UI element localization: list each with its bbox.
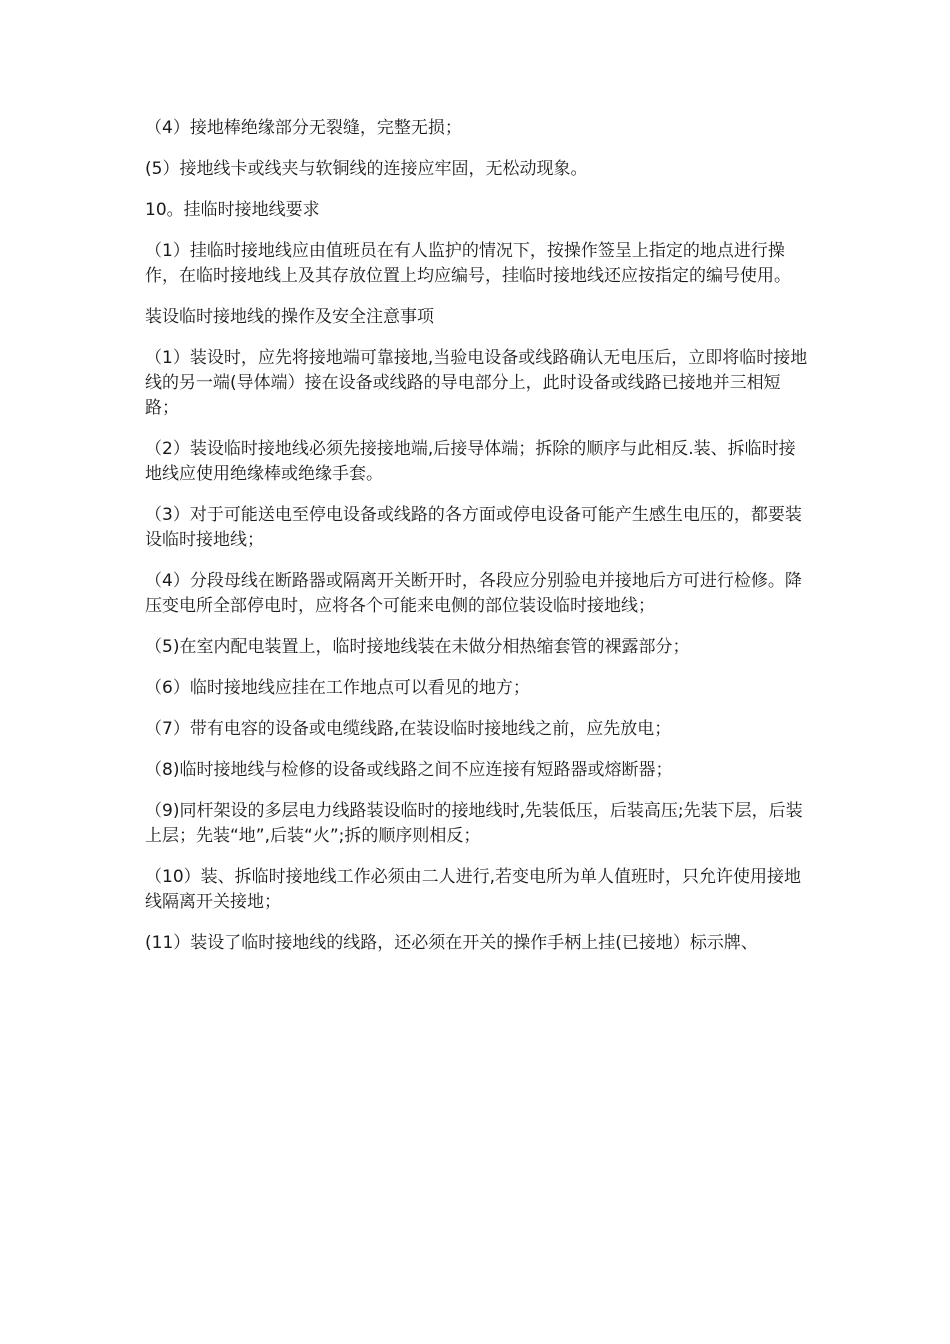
paragraph-install-item-4: （4）分段母线在断路器或隔离开关断开时，各段应分别验电并接地后方可进行检修。降压变电所全部停电时，应将各个可能来电侧的部位装设临时接地线；	[145, 571, 802, 616]
section-heading-install: 装设临时接地线的操作及安全注意事项	[145, 307, 434, 327]
paragraph-install-item-7: （7）带有电容的设备或电缆线路,在装设临时接地线之前，应先放电；	[145, 719, 672, 739]
paragraph-install-item-9: （9)同杆架设的多层电力线路装设临时的接地线时,先装低压，后装高压;先装下层，后装上层；先装“地”,后装“火”;拆的顺序则相反；	[145, 801, 803, 846]
paragraph-item-5-clamp: (5）接地线卡或线夹与软铜线的连接应牢固，无松动现象。	[145, 159, 588, 179]
section-heading-10: 10。挂临时接地线要求	[145, 200, 320, 220]
paragraph-item-4-insulation: （4）接地棒绝缘部分无裂缝，完整无损；	[145, 118, 462, 138]
paragraph-install-item-6: （6）临时接地线应挂在工作地点可以看见的地方；	[145, 678, 530, 698]
paragraph-10-item-1: （1）挂临时接地线应由值班员在有人监护的情况下，按操作签呈上指定的地点进行操作，在临时接地线上及其存放位置上均应编号，挂临时接地线还应按指定的编号使用。	[145, 241, 791, 286]
paragraph-install-item-10: （10）装、拆临时接地线工作必须由二人进行,若变电所为单人值班时，只允许使用接地线隔离开关接地；	[145, 867, 802, 912]
document-body	[145, 116, 810, 972]
paragraph-install-item-1: （1）装设时，应先将接地端可靠接地,当验电设备或线路确认无电压后，立即将临时接地线的另一端(导体端）接在设备或线路的导电部分上，此时设备或线路已接地并三相短路；	[145, 348, 808, 418]
paragraph-install-item-2: （2）装设临时接地线必须先接接地端,后接导体端；拆除的顺序与此相反.装、拆临时接地线应使用绝缘棒或绝缘手套。	[145, 439, 796, 484]
paragraph-install-item-8: （8)临时接地线与检修的设备或线路之间不应连接有短路器或熔断器；	[145, 760, 673, 780]
paragraph-install-item-11: (11）装设了临时接地线的线路，还必须在开关的操作手柄上挂(已接地）标示牌、	[145, 933, 758, 953]
paragraph-install-item-3: （3）对于可能送电至停电设备或线路的各方面或停电设备可能产生感生电压的，都要装设临时接地线；	[145, 505, 802, 550]
paragraph-install-item-5: （5)在室内配电装置上，临时接地线装在未做分相热缩套管的裸露部分；	[145, 637, 690, 657]
